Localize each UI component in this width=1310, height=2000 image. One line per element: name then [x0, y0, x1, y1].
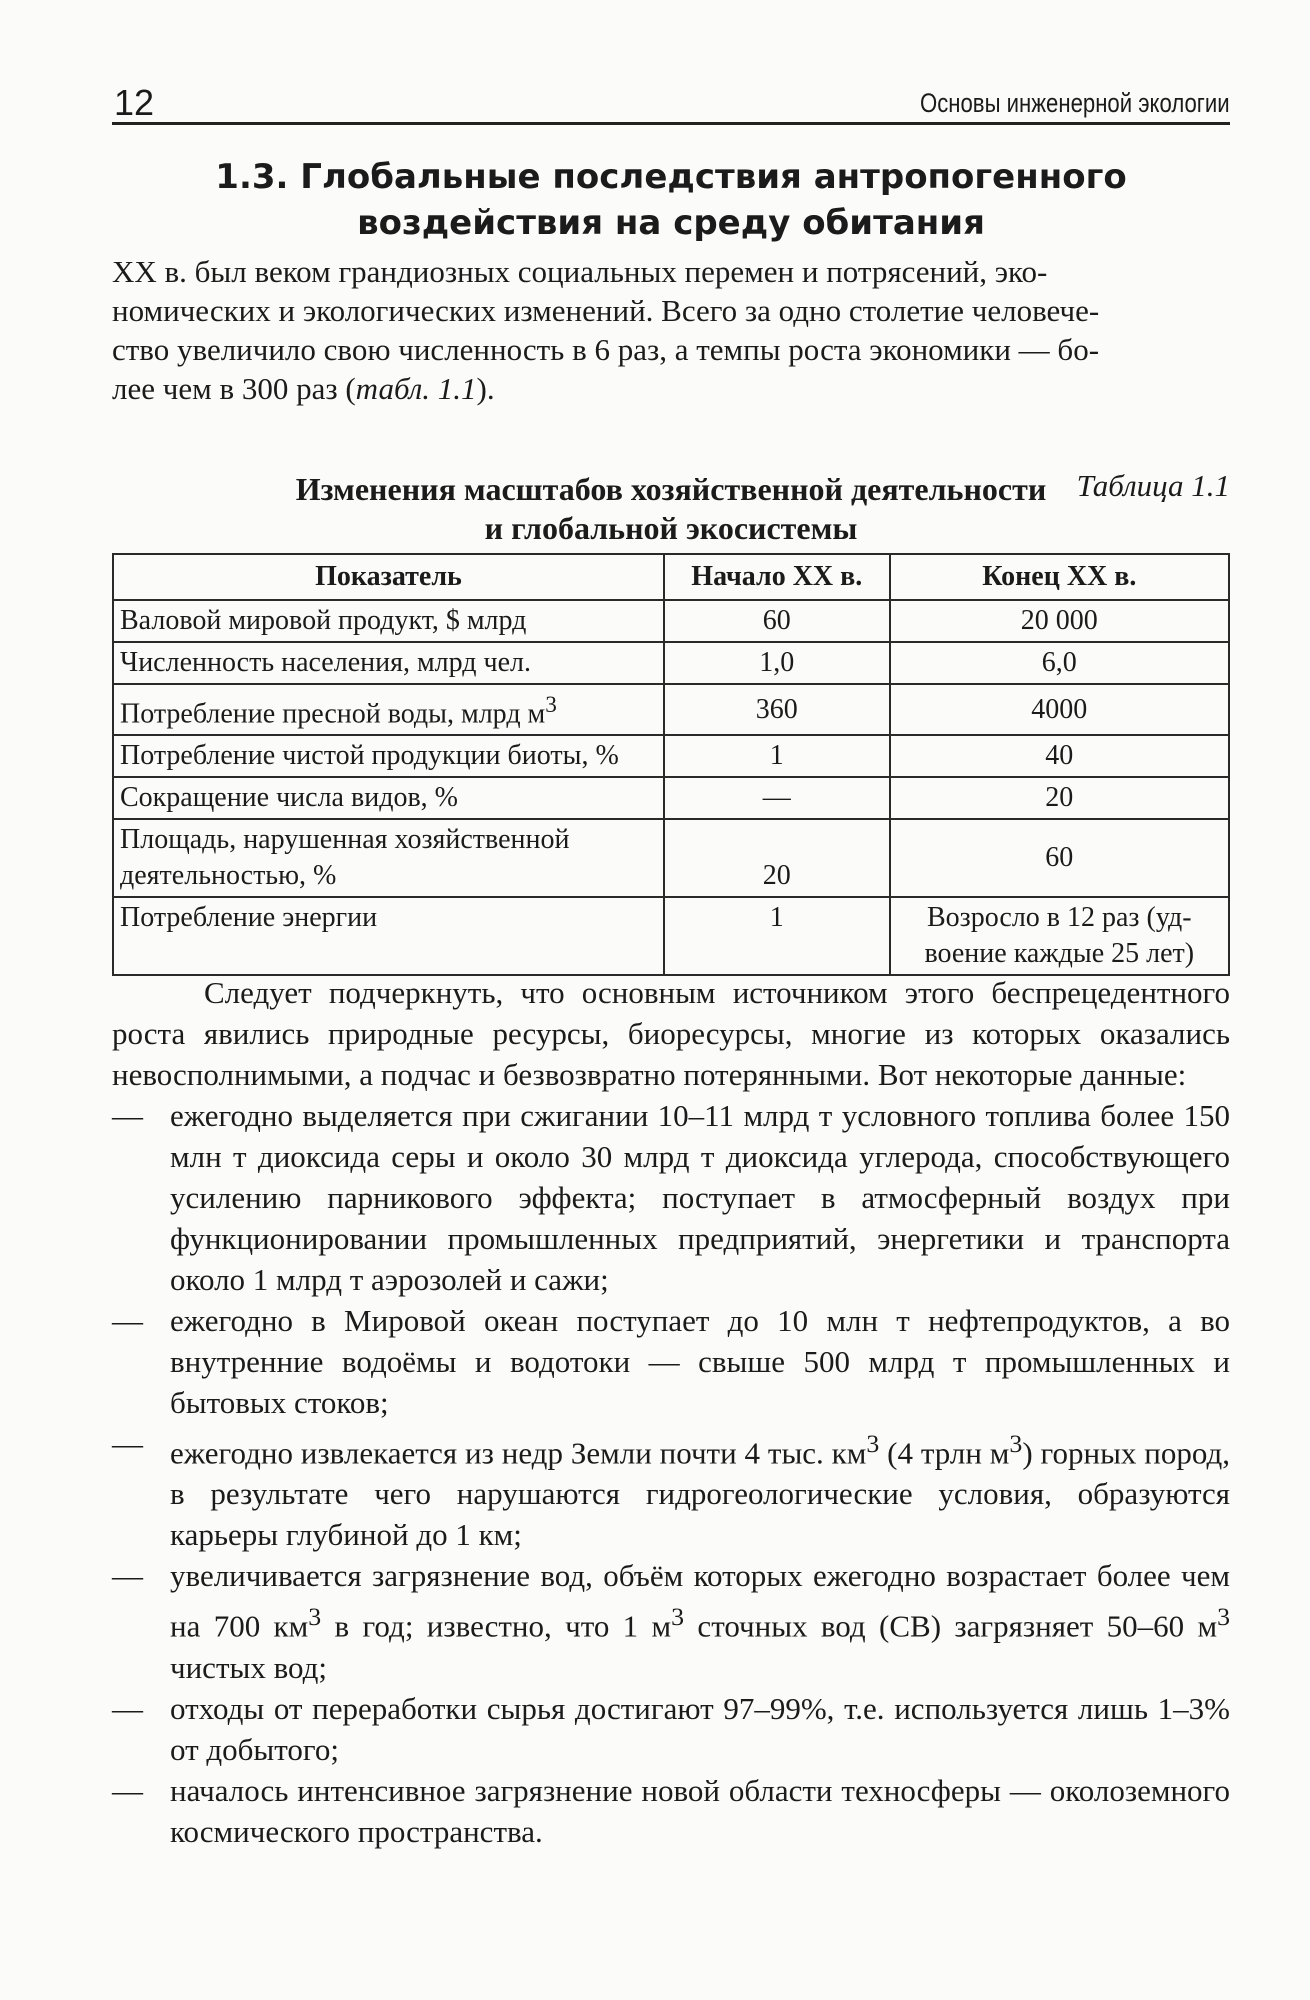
end-value-line: Возросло в 12 раз (уд-: [926, 902, 1192, 934]
indicator-cell: [113, 684, 664, 735]
table-row: [113, 897, 1229, 975]
superscript: 3: [1217, 1602, 1231, 1632]
dash-marker: —: [112, 1098, 143, 1133]
end-value-cell: [890, 897, 1229, 975]
dash-marker: —: [112, 1303, 143, 1338]
table-row: [113, 600, 1229, 642]
end-value-cell: 60: [890, 819, 1229, 897]
superscript: 3: [1009, 1429, 1023, 1458]
table-reference: табл. 1.1: [355, 371, 477, 406]
indicator-cell: Потребление энергии: [113, 897, 664, 975]
table-row: [113, 735, 1229, 777]
indicator-cell: [113, 819, 664, 897]
intro-line-end: ).: [476, 371, 495, 406]
table-row: [113, 684, 1229, 735]
list-item-text: началось интенсивное загрязнение новой области техносферы — околоземного космического пространства.: [170, 1772, 1230, 1849]
dash-marker: —: [112, 1772, 143, 1808]
table-row: [113, 642, 1229, 684]
indicator-line: деятельностью, %: [120, 860, 337, 892]
start-value-cell: 20: [664, 819, 890, 897]
data-table: [112, 553, 1230, 976]
running-head: [112, 78, 1230, 125]
intro-line: ство увеличило свою численность в 6 раз, а темпы роста экономики — бо-: [112, 332, 1100, 367]
table-row: [113, 777, 1229, 819]
list-item-text: ежегодно извлекается из недр Земли почти 4 тыс. км: [170, 1435, 867, 1471]
list-item-text: чистых вод;: [170, 1649, 327, 1685]
list-item: [112, 1770, 1230, 1852]
start-value-cell: 1: [664, 735, 890, 777]
list-item: [112, 1555, 1230, 1687]
list-item-text: ежегодно в Мировой океан поступает до 10 млн т нефтепродуктов, а во внутренние водоёмы и водотоки — свыше 500 млрд т промышленных и бытовых стоков;: [170, 1303, 1230, 1420]
table-label: Таблица 1.1: [1076, 468, 1230, 503]
superscript: 3: [308, 1602, 322, 1632]
body-text: [112, 972, 1230, 1852]
start-value-cell: 1,0: [664, 642, 890, 684]
list-item-text: в год; известно, что 1 м: [321, 1608, 672, 1644]
indicator-cell: Сокращение числа видов, %: [113, 777, 664, 819]
table-title: [112, 470, 1230, 548]
indicator-text: Потребление пресной воды, млрд м: [120, 698, 546, 730]
start-value-cell: 1: [664, 897, 890, 975]
list-item-text: ежегодно выделяется при сжигании 10–11 млрд т условного топлива более 150 млн т диоксида серы и около 30 млрд т диоксида углерода, способствующего усилению парникового эффекта; поступает в атмосферный воздух при функционировании промышленных предприятий, энергетики и транспорта около 1 млрд т аэрозолей и сажи;: [170, 1098, 1230, 1297]
list-item-text: ) горных пород, в результате чего нарушаются гидрогеологические условия, образуются карьеры глубиной до 1 км;: [170, 1435, 1230, 1553]
section-heading-line: воздействия на среду обитания: [357, 203, 985, 243]
dash-marker: —: [112, 1558, 143, 1594]
indicator-line: Площадь, нарушенная хозяйственной: [120, 824, 570, 856]
superscript: 3: [545, 692, 557, 718]
end-value-cell: 4000: [890, 684, 1229, 735]
page-number: 12: [114, 82, 155, 123]
section-heading-line: 1.3. Глобальные последствия антропогенного: [215, 157, 1127, 197]
intro-line-start: лее чем в 300 раз (: [112, 371, 356, 406]
start-value-cell: 360: [664, 684, 890, 735]
list-item-text: увеличивается загрязнение вод, объём которых ежегодно возрастает более чем на 700 км: [170, 1558, 1230, 1644]
list-item-text: сточных вод (СВ) загрязняет 50–60 м: [684, 1608, 1218, 1644]
intro-line: XX в. был веком грандиозных социальных перемен и потрясений, эко-: [112, 254, 1048, 289]
intro-line: [112, 369, 1230, 408]
body-paragraph: Следует подчеркнуть, что основным источником этого беспрецедентного роста явились природные ресурсы, биоресурсы, многие из которых оказались невосполнимыми, а подчас и безвозвратно потерянными. Вот некоторые данные:: [112, 975, 1230, 1092]
start-value-cell: —: [664, 777, 890, 819]
list-item: [112, 1300, 1230, 1423]
book-title: Основы инженерной экологии: [920, 88, 1230, 118]
intro-paragraph: [112, 252, 1230, 408]
column-header: Конец XX в.: [890, 554, 1229, 600]
list-item: [112, 1688, 1230, 1770]
dash-marker: —: [112, 1426, 143, 1461]
table-title-line: Изменения масштабов хозяйственной деятельности: [295, 471, 1047, 507]
indicator-cell: Валовой мировой продукт, $ млрд: [113, 600, 664, 642]
end-value-cell: 6,0: [890, 642, 1229, 684]
indicator-cell: Потребление чистой продукции биоты, %: [113, 735, 664, 777]
column-header: Показатель: [113, 554, 664, 600]
superscript: 3: [866, 1429, 880, 1458]
column-header: Начало XX в.: [664, 554, 890, 600]
superscript: 3: [671, 1602, 685, 1632]
indicator-cell: Численность населения, млрд чел.: [113, 642, 664, 684]
table-title-line: и глобальной экосистемы: [484, 510, 858, 546]
end-value-line: воение каждые 25 лет): [924, 938, 1195, 970]
list-item-text: (4 трлн м: [879, 1435, 1010, 1471]
end-value-cell: 20 000: [890, 600, 1229, 642]
end-value-cell: 40: [890, 735, 1229, 777]
intro-line: номических и экологических изменений. Всего за одно столетие человече-: [112, 293, 1100, 328]
list-item: [112, 1095, 1230, 1300]
end-value-cell: 20: [890, 777, 1229, 819]
table-header-row: [113, 554, 1229, 600]
list-item-text: отходы от переработки сырья достигают 97–99%, т.е. используется лишь 1–3% от добытого;: [170, 1690, 1230, 1767]
bullet-list: [112, 1095, 1230, 1852]
start-value-cell: 60: [664, 600, 890, 642]
table-row: [113, 819, 1229, 897]
dash-marker: —: [112, 1690, 143, 1726]
list-item: [112, 1423, 1230, 1555]
section-heading: [112, 154, 1230, 246]
